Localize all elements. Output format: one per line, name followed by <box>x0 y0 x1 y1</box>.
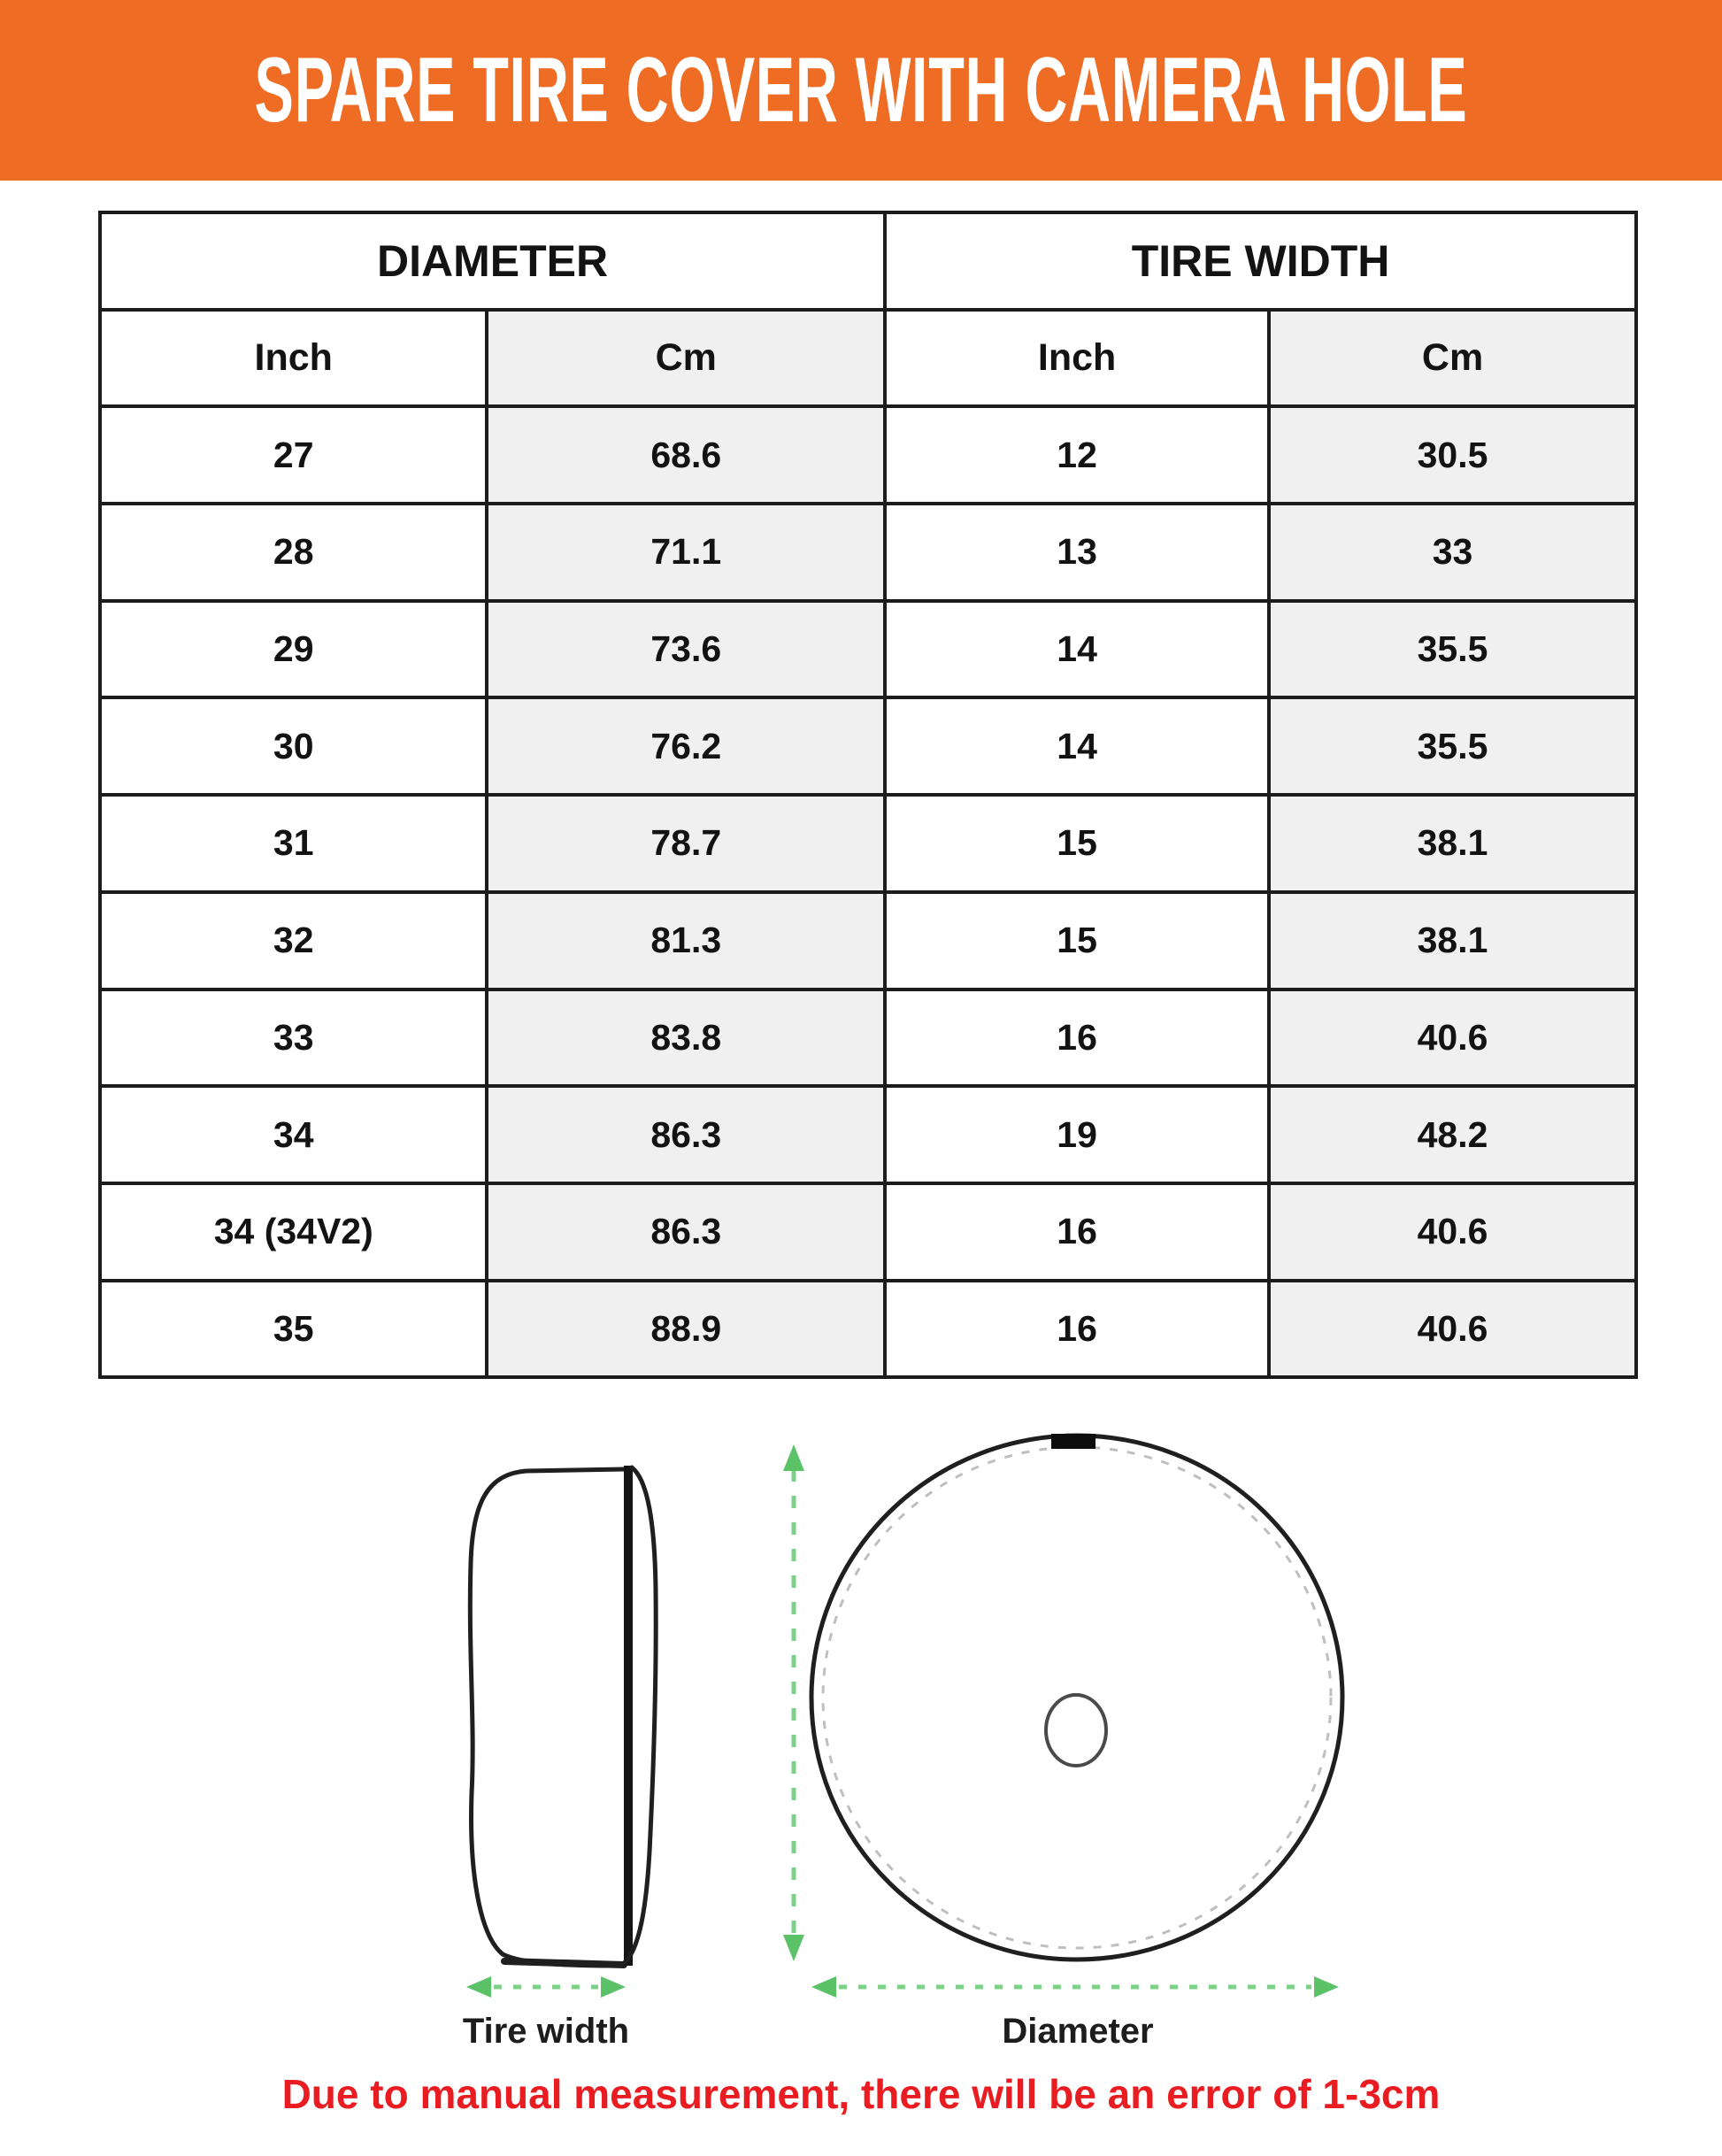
arrowhead-left-icon <box>811 1976 836 1998</box>
table-row <box>100 1281 1636 1378</box>
arrowhead-left-icon <box>466 1976 491 1998</box>
table-cell: 14 <box>885 697 1269 795</box>
column-group-tire-width: TIRE WIDTH <box>885 212 1636 310</box>
tire-width-label: Tire width <box>462 2012 630 2051</box>
table-cell: 40.6 <box>1269 1183 1636 1281</box>
table-row <box>100 795 1636 892</box>
table-cell: 28 <box>100 504 487 601</box>
table-cell: 71.1 <box>487 504 885 601</box>
table-cell: 40.6 <box>1269 1281 1636 1378</box>
table-cell: 33 <box>100 989 487 1087</box>
table-cell: 40.6 <box>1269 989 1636 1087</box>
table-cell: 73.6 <box>487 601 885 698</box>
vertical-measure-arrow <box>783 1444 804 1961</box>
table-cell: 30 <box>100 697 487 795</box>
table-cell: 86.3 <box>487 1086 885 1183</box>
subheader-width-cm: Cm <box>1269 310 1636 407</box>
table-cell: 83.8 <box>487 989 885 1087</box>
table-cell: 15 <box>885 892 1269 989</box>
table-group-header-row <box>100 212 1636 310</box>
table-cell: 35.5 <box>1269 697 1636 795</box>
table-row <box>100 504 1636 601</box>
table-cell: 16 <box>885 1281 1269 1378</box>
table-subheader-row <box>100 310 1636 407</box>
table-cell: 31 <box>100 795 487 892</box>
table-cell: 88.9 <box>487 1281 885 1378</box>
table-cell: 38.1 <box>1269 892 1636 989</box>
tire-front-view <box>811 1434 1342 1960</box>
diameter-measure-arrow <box>811 1976 1339 1998</box>
table-row <box>100 601 1636 698</box>
measurement-note: Due to manual measurement, there will be an error of 1-3cm <box>281 2071 1441 2117</box>
table-cell: 35.5 <box>1269 601 1636 698</box>
tire-side-bottom-edge <box>504 1961 624 1965</box>
table-cell: 16 <box>885 1183 1269 1281</box>
table-row <box>100 1086 1636 1183</box>
table-cell: 14 <box>885 601 1269 698</box>
subheader-diameter-cm: Cm <box>487 310 885 407</box>
tire-width-measure-arrow <box>466 1976 626 1998</box>
size-table <box>98 211 1638 1379</box>
subheader-diameter-inch: Inch <box>100 310 487 407</box>
table-cell: 30.5 <box>1269 406 1636 504</box>
column-group-diameter: DIAMETER <box>100 212 885 310</box>
diameter-label: Diameter <box>1002 2012 1154 2051</box>
table-cell: 38.1 <box>1269 795 1636 892</box>
table-cell: 34 <box>100 1086 487 1183</box>
table-cell: 15 <box>885 795 1269 892</box>
table-row <box>100 406 1636 504</box>
table-cell: 34 (34V2) <box>100 1183 487 1281</box>
page-title: SPARE TIRE COVER WITH CAMERA HOLE <box>254 38 1468 142</box>
size-table-body <box>100 406 1636 1377</box>
table-cell: 48.2 <box>1269 1086 1636 1183</box>
table-cell: 32 <box>100 892 487 989</box>
table-cell: 68.6 <box>487 406 885 504</box>
table-cell: 81.3 <box>487 892 885 989</box>
table-cell: 33 <box>1269 504 1636 601</box>
table-cell: 27 <box>100 406 487 504</box>
diagram <box>0 1377 1722 2156</box>
table-cell: 12 <box>885 406 1269 504</box>
table-cell: 16 <box>885 989 1269 1087</box>
arrowhead-right-icon <box>1314 1976 1339 1998</box>
table-cell: 19 <box>885 1086 1269 1183</box>
table-row <box>100 892 1636 989</box>
table-row <box>100 1183 1636 1281</box>
table-cell: 76.2 <box>487 697 885 795</box>
table-row <box>100 989 1636 1087</box>
table-cell: 13 <box>885 504 1269 601</box>
table-cell: 86.3 <box>487 1183 885 1281</box>
arrowhead-right-icon <box>601 1976 626 1998</box>
header-banner <box>0 0 1722 181</box>
tire-side-view <box>470 1466 656 1966</box>
camera-hole <box>1046 1695 1106 1766</box>
arrowhead-up-icon <box>783 1444 804 1471</box>
cover-strap-tab <box>1051 1434 1095 1449</box>
table-row <box>100 697 1636 795</box>
arrowhead-down-icon <box>783 1935 804 1961</box>
table-cell: 78.7 <box>487 795 885 892</box>
tire-side-outline <box>470 1469 625 1966</box>
subheader-width-inch: Inch <box>885 310 1269 407</box>
table-cell: 29 <box>100 601 487 698</box>
table-cell: 35 <box>100 1281 487 1378</box>
